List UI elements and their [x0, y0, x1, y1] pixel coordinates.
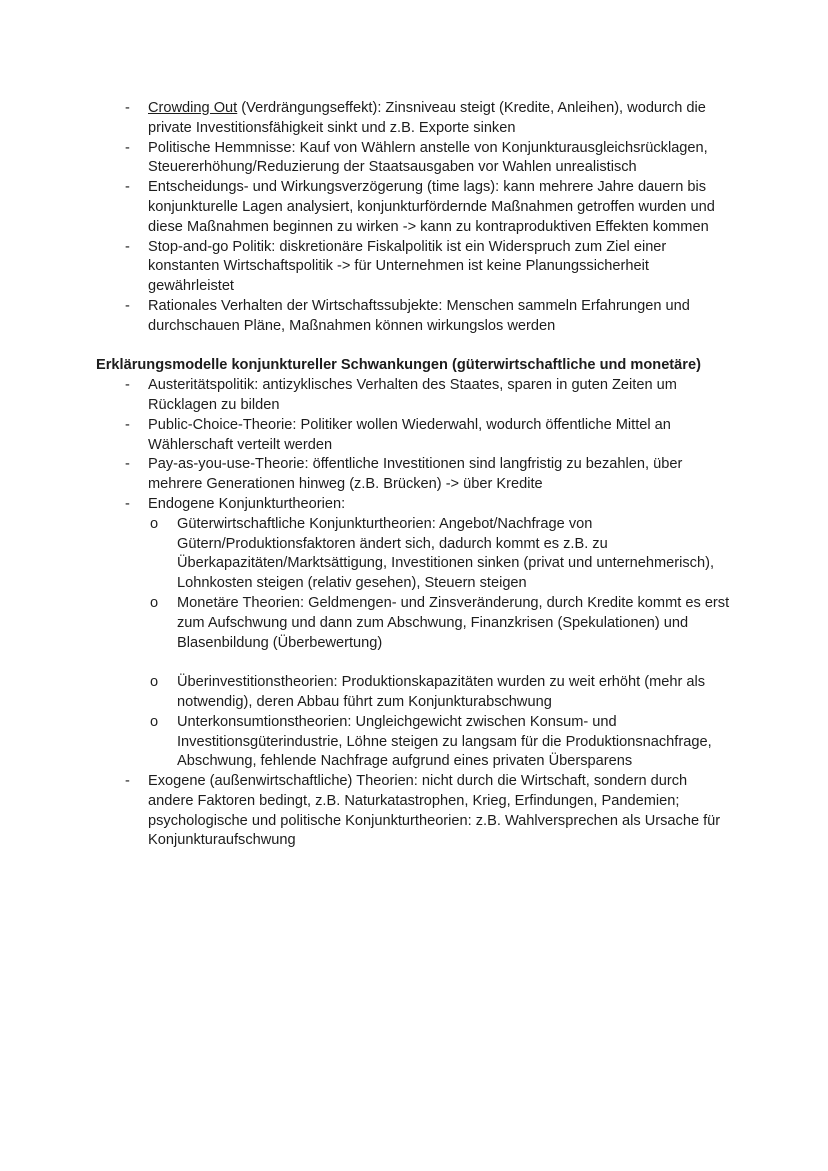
- list-item: [96, 376, 733, 416]
- dash-bullet: -: [125, 100, 130, 116]
- explanation-models-list: [96, 376, 733, 851]
- list-item: [96, 772, 733, 851]
- circle-bullet: o: [150, 515, 159, 532]
- sub-list: [96, 515, 733, 772]
- dash-bullet: -: [125, 238, 130, 255]
- dash-bullet: -: [125, 297, 130, 314]
- dash-bullet: -: [125, 377, 130, 394]
- circle-bullet: o: [150, 713, 159, 730]
- list-item-text-rest: (Verdrängungseffekt): Zinsniveau steigt (Kredite, Anleihen), wodurch die private Investitionsfähigkeit sinkt und z.B. Exporte sinken: [148, 100, 706, 136]
- list-item-text: Stop-and-go Politik: diskretionäre Fiskalpolitik ist ein Widerspruch zum Ziel einer konstanten Wirtschaftspolitik -> für Unternehmen ist keine Planungssicherheit gewährleistet: [148, 238, 667, 295]
- list-item: [96, 416, 733, 456]
- dash-bullet: -: [125, 495, 130, 512]
- list-item-text: Austeritätspolitik: antizyklisches Verhalten des Staates, sparen in guten Zeiten um Rücklagen zu bilden: [148, 377, 677, 413]
- list-item: [96, 238, 733, 297]
- sub-list-item-text: Monetäre Theorien: Geldmengen- und Zinsveränderung, durch Kredite kommt es erst zum Aufschwung und dann zum Abschwung, Finanzkrisen (Spekulationen) und Blasenbildung (Überbewertung): [177, 594, 730, 651]
- list-item: [96, 495, 733, 515]
- list-item: [96, 139, 733, 179]
- sub-list-item: [96, 515, 733, 594]
- dash-bullet: -: [125, 139, 130, 156]
- dash-bullet: -: [125, 416, 130, 433]
- list-item-text: Entscheidungs- und Wirkungsverzögerung (time lags): kann mehrere Jahre dauern bis konjunkturelle Lagen analysiert, konjunkturfördernde Maßnahmen getroffen wurden und diese Maßnahmen beginnen zu wirken -> kann zu kontraproduktiven Effekten kommen: [148, 179, 715, 235]
- sub-list-item: [96, 673, 733, 713]
- blank-line: [96, 653, 733, 673]
- list-item-text: Endogene Konjunkturtheorien:: [148, 495, 346, 512]
- list-item: [96, 178, 733, 237]
- list-item-text: Politische Hemmnisse: Kauf von Wählern anstelle von Konjunkturausgleichsrücklagen, Steuererhöhung/Reduzierung der Staatsausgaben vor Wahlen unrealistisch: [148, 139, 708, 176]
- dash-bullet: -: [125, 179, 130, 196]
- list-item-text: Pay-as-you-use-Theorie: öffentliche Investitionen sind langfristig zu bezahlen, über mehrere Generationen hinweg (z.B. Brücken) -> über Kredite: [148, 456, 683, 493]
- list-item: [96, 99, 733, 139]
- circle-bullet: o: [150, 674, 159, 691]
- crowding-out-term: Crowding Out: [148, 100, 238, 116]
- sub-list-item: [96, 594, 733, 653]
- sub-list-item: [96, 713, 733, 772]
- dash-bullet: -: [125, 456, 130, 473]
- list-item-text: [148, 99, 733, 139]
- dash-bullet: -: [125, 773, 130, 790]
- list-item-text: Rationales Verhalten der Wirtschaftssubjekte: Menschen sammeln Erfahrungen und durchschauen Pläne, Maßnahmen können wirkungslos werden: [148, 297, 690, 334]
- section-heading: Erklärungsmodelle konjunktureller Schwankungen (güterwirtschaftliche und monetäre): [96, 357, 701, 374]
- list-item-text: Exogene (außenwirtschaftliche) Theorien: nicht durch die Wirtschaft, sondern durch andere Faktoren bedingt, z.B. Naturkatastrophen, Krieg, Erfindungen, Pandemien; psychologische und politische Konjunkturtheorien: z.B. Wahlversprechen als Ursache für Konjunkturaufschwung: [148, 773, 721, 849]
- list-item: [96, 455, 733, 495]
- sub-list-item-text: Unterkonsumtionstheorien: Ungleichgewicht zwischen Konsum- und Investitionsgüterindustrie, Löhne steigen zu langsam für die Produktionsnachfrage, Abschwung, fehlende Nachfrage aufgrund eines privaten Übersparens: [177, 713, 712, 770]
- list-item: [96, 297, 733, 337]
- list-item-text: Public-Choice-Theorie: Politiker wollen Wiederwahl, wodurch öffentliche Mittel an Wählerschaft verteilt werden: [148, 416, 671, 453]
- sub-list-item-text: Güterwirtschaftliche Konjunkturtheorien: Angebot/Nachfrage von Gütern/Produktionsfaktoren ändert sich, dadurch kommt es z.B. zu Überkapazitäten/Marktsättigung, Investitionen sinken (privat und unternehmerisch), Lohnkosten steigen (relativ gesehen), Steuern steigen: [177, 515, 715, 592]
- limits-of-fiscal-policy-list: [96, 99, 733, 337]
- sub-list-item-text: Überinvestitionstheorien: Produktionskapazitäten wurden zu weit erhöht (mehr als notwendig), deren Abbau führt zum Konjunkturabschwung: [177, 674, 706, 710]
- circle-bullet: o: [150, 594, 159, 611]
